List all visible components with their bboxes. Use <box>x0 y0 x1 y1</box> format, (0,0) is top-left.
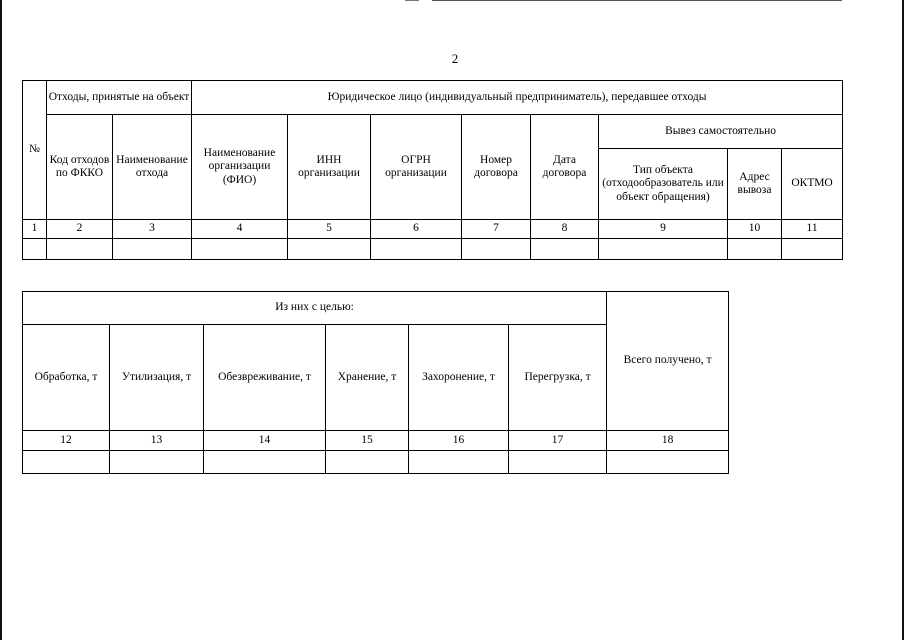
empty-cell[interactable] <box>288 239 371 260</box>
header-oktmo: ОКТМО <box>782 149 843 220</box>
empty-cell[interactable] <box>607 451 729 474</box>
empty-cell[interactable] <box>462 239 531 260</box>
group-header-received: Отходы, принятые на объект <box>47 81 192 115</box>
page-edge-left <box>0 0 2 640</box>
empty-cell[interactable] <box>371 239 462 260</box>
empty-data-row <box>23 239 843 260</box>
header-contract-date: Дата договора <box>531 115 599 220</box>
empty-cell[interactable] <box>728 239 782 260</box>
header-total-received: Всего получено, т <box>607 292 729 431</box>
column-number: 16 <box>409 431 509 451</box>
column-number: 11 <box>782 220 843 239</box>
page-edge-right <box>902 0 904 640</box>
column-number: 17 <box>509 431 607 451</box>
header-waste-name: Наименование отхода <box>113 115 192 220</box>
header-org-name: Наименование организации (ФИО) <box>192 115 288 220</box>
empty-cell[interactable] <box>23 451 110 474</box>
column-number: 12 <box>23 431 110 451</box>
column-number: 15 <box>326 431 409 451</box>
empty-cell[interactable] <box>47 239 113 260</box>
empty-cell[interactable] <box>509 451 607 474</box>
empty-cell[interactable] <box>409 451 509 474</box>
empty-cell[interactable] <box>23 239 47 260</box>
column-number: 18 <box>607 431 729 451</box>
waste-transfer-table <box>22 80 843 260</box>
group-header-self-removal: Вывез самостоятельно <box>599 115 843 149</box>
column-numbers-row <box>23 431 729 451</box>
column-number: 10 <box>728 220 782 239</box>
page-number: 2 <box>451 51 459 66</box>
empty-data-row <box>23 451 729 474</box>
column-number: 7 <box>462 220 531 239</box>
column-number: 4 <box>192 220 288 239</box>
group-header-legal-entity: Юридическое лицо (индивидуальный предприниматель), передавшее отходы <box>192 81 843 115</box>
header-neutralization: Обезвреживание, т <box>204 325 326 431</box>
empty-cell[interactable] <box>326 451 409 474</box>
column-numbers-row <box>23 220 843 239</box>
header-utilization: Утилизация, т <box>110 325 204 431</box>
header-transfer: Перегрузка, т <box>509 325 607 431</box>
column-number: 14 <box>204 431 326 451</box>
column-number: 1 <box>23 220 47 239</box>
header-burial: Захоронение, т <box>409 325 509 431</box>
header-storage: Хранение, т <box>326 325 409 431</box>
empty-cell[interactable] <box>204 451 326 474</box>
empty-cell[interactable] <box>531 239 599 260</box>
column-number: 3 <box>113 220 192 239</box>
empty-cell[interactable] <box>599 239 728 260</box>
header-object-type: Тип объекта (отходообразователь или объект обращения) <box>599 149 728 220</box>
scan-artifact-line <box>432 0 842 1</box>
column-number: 8 <box>531 220 599 239</box>
column-number: 2 <box>47 220 113 239</box>
waste-purpose-table <box>22 291 729 474</box>
header-inn: ИНН организации <box>288 115 371 220</box>
empty-cell[interactable] <box>782 239 843 260</box>
header-removal-address: Адрес вывоза <box>728 149 782 220</box>
column-number: 13 <box>110 431 204 451</box>
header-fkko-code: Код отходов по ФККО <box>47 115 113 220</box>
column-number: 9 <box>599 220 728 239</box>
empty-cell[interactable] <box>192 239 288 260</box>
group-header-purpose: Из них с целью: <box>23 292 607 325</box>
column-number: 6 <box>371 220 462 239</box>
empty-cell[interactable] <box>110 451 204 474</box>
header-processing: Обработка, т <box>23 325 110 431</box>
header-num: № <box>23 81 47 220</box>
header-ogrn: ОГРН организации <box>371 115 462 220</box>
scan-artifact-dash <box>405 0 419 1</box>
header-contract-number: Номер договора <box>462 115 531 220</box>
column-number: 5 <box>288 220 371 239</box>
empty-cell[interactable] <box>113 239 192 260</box>
